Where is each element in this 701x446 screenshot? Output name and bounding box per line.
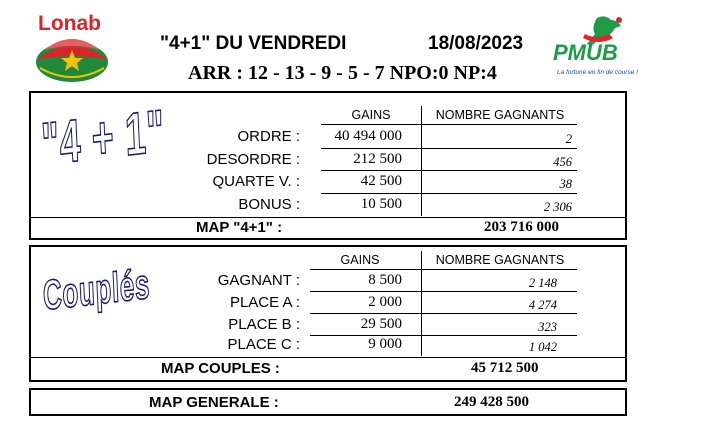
row-gain: 40 494 000 — [334, 128, 402, 144]
row-gain: 42 500 — [360, 173, 402, 189]
col-header-winners: NOMBRE GAGNANTS — [435, 108, 565, 122]
col-header-winners: NOMBRE GAGNANTS — [435, 253, 565, 267]
map-general-label: MAP GENERALE : — [149, 394, 279, 411]
pmub-tagline: La fortune en fin de course ! — [557, 69, 638, 76]
map-4p1-value: 203 716 000 — [484, 219, 559, 235]
map-couples-value: 45 712 500 — [471, 360, 539, 376]
general-box — [29, 388, 627, 416]
row-gain: 9 000 — [368, 336, 402, 352]
row-label: GAGNANT : — [217, 272, 300, 289]
map-general-value: 249 428 500 — [454, 394, 529, 410]
col-header-gains: GAINS — [351, 108, 391, 122]
draw-date: 18/08/2023 — [428, 33, 524, 54]
row-label: PLACE B : — [228, 316, 300, 333]
row-label: ORDRE : — [237, 128, 300, 145]
page-title: "4+1" DU VENDREDI — [160, 33, 347, 54]
lonab-logo — [30, 10, 115, 85]
row-gain: 212 500 — [353, 151, 402, 167]
pmub-logo-text: PMUB — [553, 40, 618, 65]
row-gain: 29 500 — [360, 316, 402, 332]
row-gain: 10 500 — [360, 196, 402, 212]
pmub-logo — [545, 12, 645, 80]
col-header-gains: GAINS — [340, 253, 380, 267]
row-label: PLACE A : — [229, 294, 300, 311]
row-winners: 4 274 — [528, 298, 557, 312]
row-winners: 456 — [553, 155, 572, 169]
row-label: QUARTE V. : — [212, 173, 300, 190]
map-couples-label: MAP COUPLES : — [161, 360, 280, 377]
big-label-4p1: "4 + 1" — [40, 97, 167, 178]
row-winners: 1 042 — [528, 340, 557, 354]
lonab-logo-text: Lonab — [38, 12, 101, 35]
big-label-couples: Couplés — [42, 259, 151, 319]
row-winners: 2 148 — [528, 276, 557, 290]
row-gain: 8 500 — [368, 272, 402, 288]
map-4p1-label: MAP "4+1" : — [196, 219, 283, 236]
row-label: DESORDRE : — [206, 151, 300, 168]
row-winners: 38 — [559, 177, 572, 191]
section-couples-map-divider — [30, 357, 626, 358]
row-label: BONUS : — [238, 196, 300, 213]
arrival-line: ARR : 12 - 13 - 9 - 5 - 7 NPO:0 NP:4 — [188, 62, 497, 84]
row-winners: 2 306 — [543, 200, 572, 214]
row-gain: 2 000 — [368, 294, 402, 310]
row-label: PLACE C : — [227, 336, 300, 353]
row-winners: 323 — [538, 320, 557, 334]
section-4p1-map-divider — [30, 217, 626, 218]
row-winners: 2 — [565, 132, 572, 146]
